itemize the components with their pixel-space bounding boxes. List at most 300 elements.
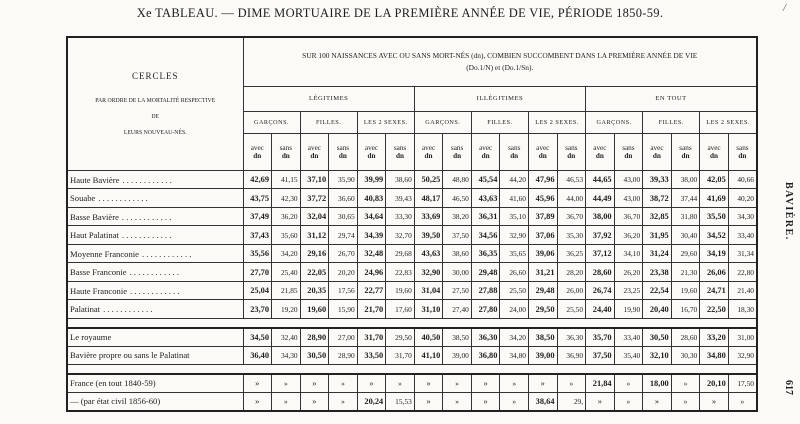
table-row xyxy=(67,328,757,347)
table-cell: 34,50 xyxy=(243,328,272,347)
table-cell: 44,65 xyxy=(586,170,615,189)
row-name: Bavière propre ou sans le Palatinat xyxy=(70,350,190,361)
table-cell: 32,40 xyxy=(272,328,301,347)
table-cell: 45,96 xyxy=(528,189,557,208)
dn-label: dn xyxy=(738,151,747,160)
table-cell: 34,20 xyxy=(272,244,301,263)
row-name: Haute Franconie xyxy=(70,285,128,296)
table-cell: 34,10 xyxy=(614,244,643,263)
table-cell: 22,50 xyxy=(700,300,729,319)
table-cell: 27,50 xyxy=(443,281,472,300)
cercles-line1: PAR ORDRE DE LA MORTALITÉ RESPECTIVE xyxy=(95,98,216,104)
sex-header: FILLES. xyxy=(471,111,528,133)
table-cell: 27,00 xyxy=(329,328,358,347)
table-cell: 36,40 xyxy=(243,346,272,365)
table-cell: 22,83 xyxy=(386,263,415,282)
table-cell: 32,90 xyxy=(728,346,757,365)
sex-header: GARÇONS. xyxy=(243,111,300,133)
table-cell: 27,70 xyxy=(243,263,272,282)
table-cell: » xyxy=(329,392,358,411)
table-row xyxy=(67,300,757,319)
dn-label: dn xyxy=(396,151,404,160)
dn-label: dn xyxy=(338,151,347,160)
table-row xyxy=(67,207,757,226)
table-cell: 27,40 xyxy=(443,300,472,319)
table-cell: 41,60 xyxy=(500,189,529,208)
table-cell: 35,56 xyxy=(243,244,272,263)
row-label xyxy=(67,328,243,347)
table-cell: 32,85 xyxy=(643,207,672,226)
table-cell: » xyxy=(300,374,329,393)
sans-label: sans xyxy=(736,143,749,152)
row-name: — (par état civil 1856-60) xyxy=(70,396,161,407)
table-cell: 37,10 xyxy=(300,170,329,189)
table-cell: 37,06 xyxy=(528,226,557,245)
table-cell: 34,39 xyxy=(357,226,386,245)
cercles-line3: LEURS NOUVEAU-NÉS. xyxy=(123,130,187,137)
table-cell: 38,50 xyxy=(528,328,557,347)
table-cell: 48,17 xyxy=(414,189,443,208)
table-cell: 47,96 xyxy=(528,170,557,189)
avec-label: avec xyxy=(479,143,493,152)
table-cell: 17,56 xyxy=(329,281,358,300)
sans-dn-header xyxy=(614,133,643,170)
sans-label: sans xyxy=(565,143,578,152)
table-cell: » xyxy=(386,374,415,393)
table-cell: 18,30 xyxy=(728,300,757,319)
sex-header: GARÇONS. xyxy=(586,111,643,133)
table-cell: 29,68 xyxy=(386,244,415,263)
dn-label: dn xyxy=(595,151,604,160)
table-row xyxy=(67,170,757,189)
table-cell: 31,12 xyxy=(300,226,329,245)
table-cell: » xyxy=(272,392,301,411)
table-cell: 48,80 xyxy=(443,170,472,189)
dn-label: dn xyxy=(538,151,547,160)
table-cell: 34,52 xyxy=(700,226,729,245)
table-cell: 34,30 xyxy=(728,207,757,226)
sex-header: LES 2 SEXES. xyxy=(357,111,414,133)
table-cell: 35,90 xyxy=(329,170,358,189)
table-row xyxy=(67,346,757,365)
table-cell: 38,60 xyxy=(443,244,472,263)
page-number: 617 xyxy=(783,380,794,395)
table-cell: 39,33 xyxy=(643,170,672,189)
table-cell: » xyxy=(414,374,443,393)
table-cell: 29, xyxy=(557,392,586,411)
avec-dn-header xyxy=(243,133,272,170)
table-cell: 35,30 xyxy=(557,226,586,245)
group-header: LÉGITIMES xyxy=(243,86,414,111)
row-label xyxy=(67,346,243,365)
table-cell: 20,40 xyxy=(643,300,672,319)
table-cell: 25,50 xyxy=(557,300,586,319)
table-cell: » xyxy=(471,374,500,393)
table-cell: » xyxy=(243,392,272,411)
avec-dn-header xyxy=(414,133,443,170)
sex-header: FILLES. xyxy=(643,111,700,133)
table-row xyxy=(67,189,757,208)
row-label xyxy=(67,170,243,189)
table-cell: » xyxy=(614,374,643,393)
row-name: Haut Palatinat xyxy=(70,230,119,240)
table-cell: » xyxy=(671,392,700,411)
table-cell: » xyxy=(643,392,672,411)
table-cell: 29,50 xyxy=(386,328,415,347)
row-name: Basse Bavière xyxy=(70,211,119,222)
sans-dn-header xyxy=(500,133,529,170)
table-cell: 41,15 xyxy=(272,170,301,189)
table-cell: 20,10 xyxy=(700,374,729,393)
table-cell: 44,20 xyxy=(500,170,529,189)
table-cell: 35,50 xyxy=(700,207,729,226)
sans-dn-header xyxy=(386,133,415,170)
avec-dn-header xyxy=(471,133,500,170)
table-cell: 37,50 xyxy=(586,346,615,365)
table-cell: 32,70 xyxy=(386,226,415,245)
table-row xyxy=(67,281,757,300)
table-cell: 43,63 xyxy=(414,244,443,263)
avec-label: avec xyxy=(250,143,264,152)
table-cell: 33,20 xyxy=(700,328,729,347)
table-cell: 26,06 xyxy=(700,263,729,282)
table-cell: » xyxy=(272,374,301,393)
dn-label: dn xyxy=(624,151,633,160)
table-cell: 37,12 xyxy=(586,244,615,263)
table-cell: 21,30 xyxy=(671,263,700,282)
table-cell: 43,00 xyxy=(614,170,643,189)
leader-dots: . . . . . . . . . . . . xyxy=(98,193,148,203)
table-cell: 26,00 xyxy=(557,281,586,300)
table-cell: » xyxy=(243,374,272,393)
avec-dn-header xyxy=(300,133,329,170)
table-cell: 37,50 xyxy=(443,226,472,245)
leader-dots: . . . . . . . . . . . . xyxy=(103,304,153,314)
table-cell: 38,60 xyxy=(386,170,415,189)
table-cell: 26,70 xyxy=(329,244,358,263)
table-cell: 21,84 xyxy=(586,374,615,393)
table-row xyxy=(67,226,757,245)
table-cell: 17,60 xyxy=(386,300,415,319)
table-cell: 34,30 xyxy=(272,346,301,365)
table-cell: 36,35 xyxy=(471,244,500,263)
table-cell: 34,19 xyxy=(700,244,729,263)
table-cell: 39,50 xyxy=(414,226,443,245)
table-cell: 15,53 xyxy=(386,392,415,411)
table-cell: » xyxy=(728,392,757,411)
avec-label: avec xyxy=(536,143,550,152)
table-cell: 29,48 xyxy=(471,263,500,282)
table-cell: 39,06 xyxy=(528,244,557,263)
table-cell: 26,20 xyxy=(614,263,643,282)
table-cell: 15,90 xyxy=(329,300,358,319)
table-cell: 32,48 xyxy=(357,244,386,263)
avec-dn-header xyxy=(700,133,729,170)
table-cell: 38,50 xyxy=(443,328,472,347)
table-cell: 36,30 xyxy=(557,328,586,347)
row-label xyxy=(67,207,243,226)
table-cell: 21,70 xyxy=(357,300,386,319)
leader-dots: . . . . . . . . . . . . xyxy=(121,230,172,240)
table-row xyxy=(67,263,757,282)
dn-label: dn xyxy=(281,151,290,160)
row-label xyxy=(67,281,243,300)
table-cell: 20,24 xyxy=(357,392,386,411)
table-cell: 38,72 xyxy=(643,189,672,208)
table-cell: 19,90 xyxy=(614,300,643,319)
table-cell: 22,54 xyxy=(643,281,672,300)
sex-header: FILLES. xyxy=(300,111,357,133)
table-cell: 36,30 xyxy=(471,328,500,347)
dn-label: dn xyxy=(681,151,690,160)
table-cell: 39,43 xyxy=(386,189,415,208)
table-cell: 40,20 xyxy=(728,189,757,208)
sans-label: sans xyxy=(508,143,521,152)
table-cell: 19,60 xyxy=(300,300,329,319)
table-cell: » xyxy=(500,392,529,411)
sans-label: sans xyxy=(279,143,293,152)
sans-label: sans xyxy=(622,143,635,152)
table-cell: 39,99 xyxy=(357,170,386,189)
table-cell: 32,04 xyxy=(300,207,329,226)
table-cell: » xyxy=(471,392,500,411)
sex-header: GARÇONS. xyxy=(414,111,471,133)
table-cell: 23,70 xyxy=(243,300,272,319)
table-cell: » xyxy=(300,392,329,411)
table-cell: 21,85 xyxy=(272,281,301,300)
row-name: Basse Franconie xyxy=(70,267,127,277)
sans-label: sans xyxy=(450,143,464,152)
table-cell: 30,30 xyxy=(671,346,700,365)
table-cell: 33,30 xyxy=(386,207,415,226)
table-cell: 39,00 xyxy=(528,346,557,365)
table-cell: 33,69 xyxy=(414,207,443,226)
table-cell: 37,92 xyxy=(586,226,615,245)
table-cell: 29,48 xyxy=(528,281,557,300)
table-cell: 42,30 xyxy=(272,189,301,208)
dn-label: dn xyxy=(367,151,376,160)
avec-dn-header xyxy=(357,133,386,170)
table-cell: 31,21 xyxy=(528,263,557,282)
table-cell: 35,60 xyxy=(272,226,301,245)
table-cell: 38,20 xyxy=(443,207,472,226)
table-cell: 21,40 xyxy=(728,281,757,300)
table-cell: 42,05 xyxy=(700,170,729,189)
table-cell: » xyxy=(557,374,586,393)
table-cell: 25,50 xyxy=(500,281,529,300)
table-cell: 31,70 xyxy=(386,346,415,365)
sans-dn-header xyxy=(671,133,700,170)
table-cell: 42,69 xyxy=(243,170,272,189)
leader-dots: . . . . . . . . . . . . xyxy=(141,248,192,259)
dn-label: dn xyxy=(453,151,462,160)
table-cell: 43,75 xyxy=(243,189,272,208)
leader-dots: . . . . . . . . . . . . xyxy=(130,285,180,296)
leader-dots: . . . . . . . . . . . . xyxy=(129,267,179,277)
table-cell: 22,80 xyxy=(728,263,757,282)
table-cell: 26,60 xyxy=(500,263,529,282)
table-cell: 32,90 xyxy=(414,263,443,282)
table-cell: 35,65 xyxy=(500,244,529,263)
table-cell: 37,72 xyxy=(300,189,329,208)
table-cell: 31,10 xyxy=(414,300,443,319)
table-cell: 38,64 xyxy=(528,392,557,411)
avec-label: avec xyxy=(650,143,664,152)
table-cell: 46,50 xyxy=(443,189,472,208)
table-cell: 24,40 xyxy=(586,300,615,319)
table-cell: 44,00 xyxy=(557,189,586,208)
table-cell: 31,04 xyxy=(414,281,443,300)
row-name: Le royaume xyxy=(70,332,112,342)
row-name: Moyenne Franconie xyxy=(70,248,139,259)
table-row xyxy=(67,374,757,393)
table-cell: 31,80 xyxy=(671,207,700,226)
table-cell: 40,66 xyxy=(728,170,757,189)
row-separator xyxy=(67,365,757,374)
table-cell: » xyxy=(357,374,386,393)
table-cell: 19,20 xyxy=(272,300,301,319)
table-cell: 38,00 xyxy=(671,170,700,189)
avec-dn-header xyxy=(586,133,615,170)
table-cell: » xyxy=(528,374,557,393)
row-label xyxy=(67,263,243,282)
table-cell: 31,24 xyxy=(643,244,672,263)
table-cell: 23,25 xyxy=(614,281,643,300)
table-cell: 36,80 xyxy=(471,346,500,365)
table-cell: 34,80 xyxy=(700,346,729,365)
dn-label: dn xyxy=(481,151,490,160)
row-label xyxy=(67,392,243,411)
group-header: ILLÉGITIMES xyxy=(414,86,585,111)
table-cell: 18,00 xyxy=(643,374,672,393)
table-cell: 30,65 xyxy=(329,207,358,226)
sans-dn-header xyxy=(272,133,301,170)
table-cell: 32,90 xyxy=(500,226,529,245)
row-label xyxy=(67,374,243,393)
row-name: Souabe xyxy=(70,193,96,203)
table-cell: » xyxy=(443,392,472,411)
row-name: Palatinat xyxy=(70,304,101,314)
table-cell: 43,63 xyxy=(471,189,500,208)
row-separator xyxy=(67,318,757,327)
sex-header: LES 2 SEXES. xyxy=(700,111,757,133)
main-header-line1: SUR 100 NAISSANCES AVEC OU SANS MORT-NÉS (dn), COMBIEN SUCCOMBENT DANS LA PREMIÈRE ANNÉE DE VIE xyxy=(302,51,698,61)
table-cell: 36,60 xyxy=(329,189,358,208)
table-cell: 16,70 xyxy=(671,300,700,319)
table-cell: 46,53 xyxy=(557,170,586,189)
cercles-line2: DE xyxy=(151,114,160,121)
sans-label: sans xyxy=(336,143,350,152)
avec-label: avec xyxy=(707,143,721,152)
table-cell: 25,04 xyxy=(243,281,272,300)
table-cell: 22,05 xyxy=(300,263,329,282)
avec-label: avec xyxy=(593,143,607,152)
dn-label: dn xyxy=(567,151,576,160)
table-cell: 39,00 xyxy=(443,346,472,365)
table-cell: 28,60 xyxy=(671,328,700,347)
sans-dn-header xyxy=(557,133,586,170)
table-cell: 31,34 xyxy=(728,244,757,263)
table-cell: » xyxy=(614,392,643,411)
table-cell: 31,00 xyxy=(728,328,757,347)
table-cell: 37,49 xyxy=(243,207,272,226)
table-row xyxy=(67,244,757,263)
table-cell: » xyxy=(500,374,529,393)
table-cell: 28,90 xyxy=(329,346,358,365)
table-cell: 30,00 xyxy=(443,263,472,282)
table-title: Xe TABLEAU. — DIME MORTUAIRE DE LA PREMIÈRE ANNÉE DE VIE, PÉRIODE 1850-59. xyxy=(136,6,664,20)
table-cell: 34,80 xyxy=(500,346,529,365)
row-label xyxy=(67,226,243,245)
table-cell: 33,40 xyxy=(728,226,757,245)
table-cell: 34,56 xyxy=(471,226,500,245)
table-cell: » xyxy=(414,392,443,411)
leader-dots: . . . . . . . . . . . . xyxy=(121,211,172,222)
table-cell: 31,70 xyxy=(357,328,386,347)
table-cell: 20,35 xyxy=(300,281,329,300)
table-cell: 34,64 xyxy=(357,207,386,226)
table-cell: 37,43 xyxy=(243,226,272,245)
table-cell: » xyxy=(586,392,615,411)
cercles-header xyxy=(67,37,243,170)
table-cell: » xyxy=(700,392,729,411)
sex-header: LES 2 SEXES. xyxy=(528,111,585,133)
table-cell: 37,89 xyxy=(528,207,557,226)
dn-label: dn xyxy=(510,151,519,160)
dn-label: dn xyxy=(710,151,719,160)
dn-label: dn xyxy=(253,151,262,160)
sans-dn-header xyxy=(329,133,358,170)
main-header xyxy=(243,37,757,86)
main-header-line2: (Do.1/N) et (Do.1/Sn). xyxy=(466,63,534,73)
row-label xyxy=(67,244,243,263)
table-cell: 34,20 xyxy=(500,328,529,347)
table-cell: 50,25 xyxy=(414,170,443,189)
table-cell: 29,60 xyxy=(671,244,700,263)
side-label: BAVIÈRE. xyxy=(783,182,794,241)
table-cell: 30,50 xyxy=(300,346,329,365)
table-cell: 28,60 xyxy=(586,263,615,282)
table-cell: 29,74 xyxy=(329,226,358,245)
avec-label: avec xyxy=(421,143,436,152)
table-cell: 41,69 xyxy=(700,189,729,208)
table-cell: 29,16 xyxy=(300,244,329,263)
table-row xyxy=(67,392,757,411)
table-cell: 37,44 xyxy=(671,189,700,208)
table-cell: 38,00 xyxy=(586,207,615,226)
sans-label: sans xyxy=(393,143,407,152)
table-cell: 19,60 xyxy=(386,281,415,300)
sans-dn-header xyxy=(728,133,757,170)
avec-dn-header xyxy=(643,133,672,170)
table-cell: 19,60 xyxy=(671,281,700,300)
leader-dots: . . . . . . . . . . . . xyxy=(122,174,172,185)
cercles-title: CERCLES xyxy=(131,71,179,82)
table-cell: 43,00 xyxy=(614,189,643,208)
table-cell: » xyxy=(329,374,358,393)
table-cell: 24,71 xyxy=(700,281,729,300)
table-cell: 36,20 xyxy=(272,207,301,226)
table-cell: 35,70 xyxy=(586,328,615,347)
table-cell: 35,40 xyxy=(614,346,643,365)
table-cell: 25,40 xyxy=(272,263,301,282)
table-cell: 29,50 xyxy=(528,300,557,319)
table-cell: 40,83 xyxy=(357,189,386,208)
table-cell: 27,88 xyxy=(471,281,500,300)
table-cell: 45,54 xyxy=(471,170,500,189)
table-cell: 28,90 xyxy=(300,328,329,347)
table-cell: 28,20 xyxy=(557,263,586,282)
